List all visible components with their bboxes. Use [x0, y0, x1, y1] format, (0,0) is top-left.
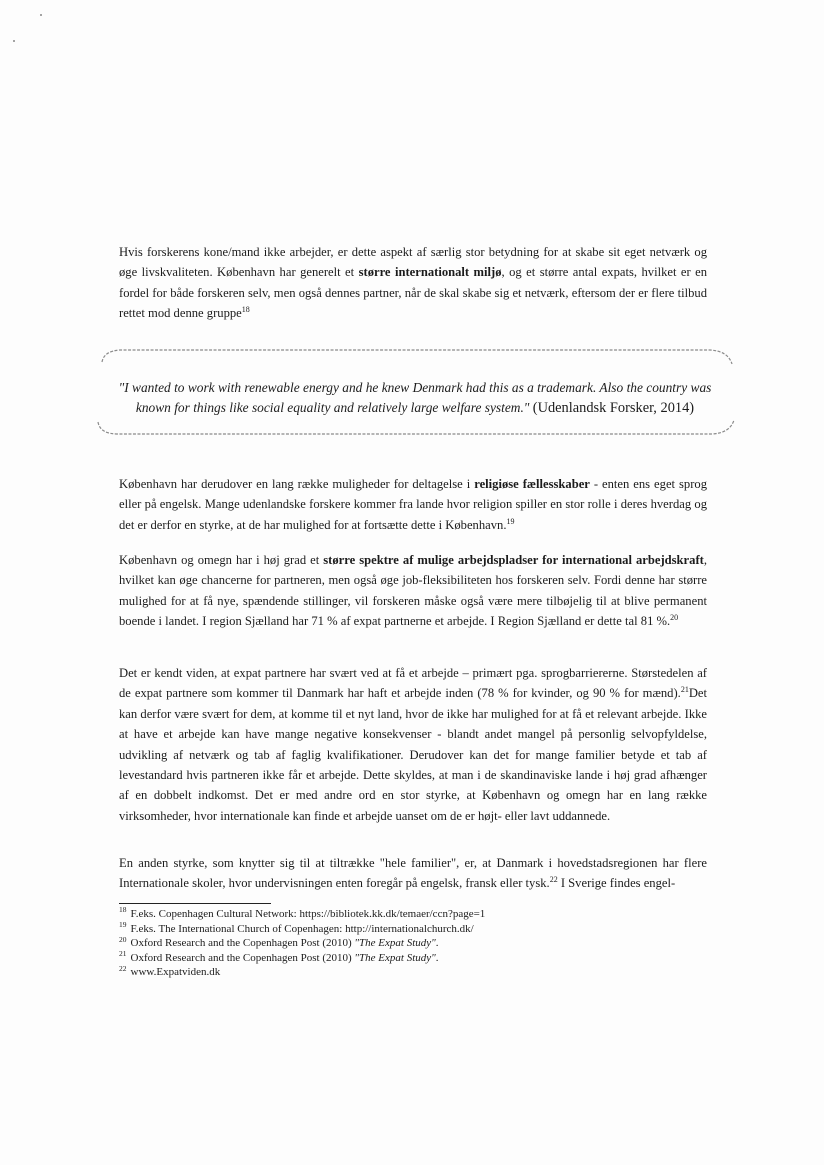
- paragraph-text: , og et større antal expats, hvilket er en fordel for både forskeren selv, men også dennes partner, når de skal skabe sig et netværk, eftersom der er flere tilbud rettet mod denne gruppe: [119, 265, 707, 321]
- footnote-item: [119, 965, 719, 980]
- paragraph-international-environment: [119, 242, 707, 324]
- footnote-reference: 22: [549, 875, 558, 885]
- paragraph-text: København og omegn har i høj grad et: [119, 553, 324, 567]
- paragraph-workplaces: [119, 550, 707, 632]
- paragraph-religious-communities: [119, 474, 707, 535]
- footnote-text: Oxford Research and the Copenhagen Post (2010): [130, 951, 355, 964]
- quote-text: "I wanted to work with renewable energy and he knew Denmark had this as a trademark. Also the country was known for things like social equality and relatively large welfare system.": [118, 380, 712, 415]
- footnote-tail: .: [435, 937, 439, 950]
- footnote-text: F.eks. The International Church of Copenhagen: http://internationalchurch.dk/: [130, 922, 474, 935]
- paragraph-text: Hvis forskerens kone/mand ikke arbejder, er dette aspekt af særlig stor betydning for at skabe sit eget netværk og øge livskvaliteten. København har generelt et: [119, 245, 707, 280]
- paragraph-text: - enten ens eget sprog eller på engelsk. Mange udenlandske forskere kommer fra lande hvor religion spiller en stor rolle i deres hverdag og det er derfor en styrke, at de har mulighed for at fortsætte dette i København.: [119, 477, 707, 532]
- quote-text-block: [116, 378, 714, 418]
- footnote-item: [119, 936, 719, 951]
- paragraph-text: Det kan derfor være svært for dem, at komme til et nyt land, hvor de ikke har mulighed for at få et relevant arbejde. Ikke at have et arbejde kan have mange negative konsekvenser - blandt andet mangel på personlig selvopfyldelse, udvikling af netværk og tab af faglig kvalifikationer. Derudover kan det for mange familier betyde et tab af levestandard hvis partneren ikke får et arbejde. Dette skyldes, at man i de skandinaviske lande i høj grad afhænger af en dobbelt indkomst. Det er med andre ord en stor styrke, at København og omegn har en lang række virksomheder, hvor internationale kan finde et arbejde uanset om de er højt- eller lavt uddannede.: [119, 686, 707, 823]
- paragraph-text: I Sverige findes engel-: [557, 876, 676, 891]
- footnote-divider: [119, 903, 271, 904]
- paragraph-bold-text: større spektre af mulige arbejdspladser for international arbejdskraft: [323, 553, 704, 567]
- footnotes-list: [119, 907, 719, 980]
- footnote-text: www.Expatviden.dk: [130, 966, 221, 979]
- paragraph-text: En anden styrke, som knytter sig til at tiltrække "hele familier", er, at Danmark i hovedstadsregionen har flere Internationale skoler, hvor undervisningen enten foregår på engelsk, fransk eller tysk.: [119, 856, 707, 891]
- footnote-item: [119, 907, 719, 922]
- footnote-reference: 19: [506, 516, 515, 526]
- paragraph-text: , hvilket kan øge chancerne for partneren, men også øge job-fleksibiliteten hos forskeren selv. Fordi denne har større mulighed for at få nye, spændende stillinger, vil forskeren måske også være mere tilbøjelig til at blive permanent boende i landet. I region Sjælland har 71 % af expat partnerne et arbejde. I Region Sjælland er dette tal 81 %.: [119, 553, 707, 629]
- footnote-title: "The Expat Study": [354, 951, 436, 964]
- quote-box: [92, 342, 738, 438]
- paragraph-bold-text: større internationalt miljø: [358, 265, 502, 280]
- quote-border-top: [102, 350, 732, 364]
- footnote-number: 22: [119, 963, 127, 973]
- scan-speck: [13, 40, 15, 42]
- paragraph-bold-text: religiøse fællesskaber: [474, 477, 590, 491]
- footnote-title: "The Expat Study": [354, 937, 436, 950]
- paragraph-expat-partners: [119, 663, 707, 826]
- footnote-reference: 21: [680, 685, 689, 695]
- quote-source: (Udenlandsk Forsker, 2014): [532, 400, 695, 416]
- scan-speck: [40, 14, 42, 16]
- footnote-text: Oxford Research and the Copenhagen Post (2010): [130, 937, 355, 950]
- footnote-number: 21: [119, 949, 127, 959]
- footnote-item: [119, 951, 719, 966]
- footnote-reference: 20: [670, 613, 679, 623]
- footnote-item: [119, 919, 719, 937]
- footnote-number: 20: [119, 934, 127, 944]
- footnote-number: 19: [119, 919, 127, 929]
- paragraph-text: Det er kendt viden, at expat partnere har svært ved at få et arbejde – primært pga. sprogbarriererne. Størstedelen af de expat partnere som kommer til Danmark har haft et arbejde inden (78 % for kvinder, og 90 % for mænd).: [119, 666, 707, 701]
- footnote-tail: .: [435, 951, 439, 964]
- paragraph-text: København har derudover en lang række muligheder for deltagelse i: [119, 477, 475, 491]
- quote-border-bottom: [98, 420, 734, 434]
- footnote-text: F.eks. Copenhagen Cultural Network: https://bibliotek.kk.dk/temaer/ccn?page=1: [130, 908, 486, 920]
- paragraph-international-schools: [119, 853, 707, 894]
- footnote-reference: 18: [241, 305, 250, 315]
- footnote-number: 18: [119, 905, 127, 915]
